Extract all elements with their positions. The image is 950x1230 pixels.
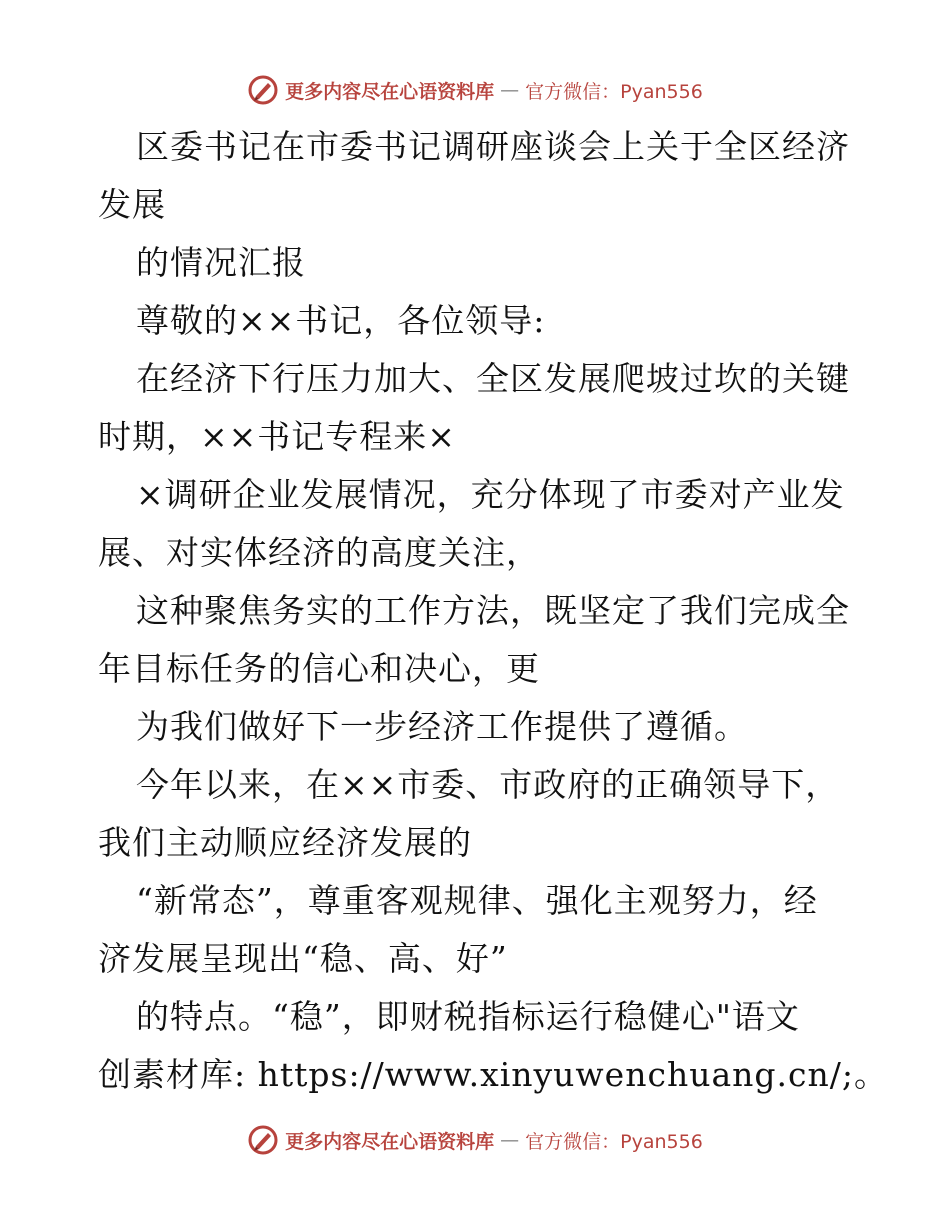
header-separator: — (500, 79, 520, 101)
text-line: 发展 (98, 185, 166, 224)
text-line: 济发展呈现出“稳、高、好” (98, 939, 508, 978)
text-line: ×调研企业发展情况，充分体现了市委对产业发 (136, 475, 845, 514)
document-body (98, 118, 888, 1104)
text-line: 的特点。“稳”，即财税指标运行稳健心"语文 (136, 997, 800, 1036)
text-line: 为我们做好下一步经济工作提供了遵循。 (136, 707, 748, 746)
pen-logo-icon (247, 74, 279, 106)
pen-logo-icon (247, 1124, 279, 1156)
text-line: 这种聚焦务实的工作方法，既坚定了我们完成全 (136, 591, 850, 630)
text-line: 时期，××书记专程来× (98, 417, 456, 456)
footer-brand-text: 更多内容尽在心语资料库 (285, 1130, 495, 1153)
text-line: 尊敬的××书记，各位领导: (136, 301, 546, 340)
text-line: 在经济下行压力加大、全区发展爬坡过坎的关键 (136, 359, 850, 398)
footer-account-text: 官方微信：Pyan556 (525, 1130, 703, 1153)
text-line: 的情况汇报 (136, 243, 306, 282)
text-line: 创素材库: https://www.xinyuwenchuang.cn/;。 (98, 1055, 888, 1094)
footer-watermark-banner (0, 1120, 950, 1160)
text-line: 展、对实体经济的高度关注， (98, 533, 540, 572)
text-line: “新常态”，尊重客观规律、强化主观努力，经 (136, 881, 818, 920)
text-line: 区委书记在市委书记调研座谈会上关于全区经济 (136, 127, 850, 166)
header-brand-text: 更多内容尽在心语资料库 (285, 80, 495, 103)
text-line: 年目标任务的信心和决心，更 (98, 649, 540, 688)
footer-separator: — (500, 1129, 520, 1151)
header-account-text: 官方微信：Pyan556 (525, 80, 703, 103)
header-watermark-banner (0, 70, 950, 110)
text-line: 今年以来，在××市委、市政府的正确领导下， (136, 765, 840, 804)
text-line: 我们主动顺应经济发展的 (98, 823, 472, 862)
